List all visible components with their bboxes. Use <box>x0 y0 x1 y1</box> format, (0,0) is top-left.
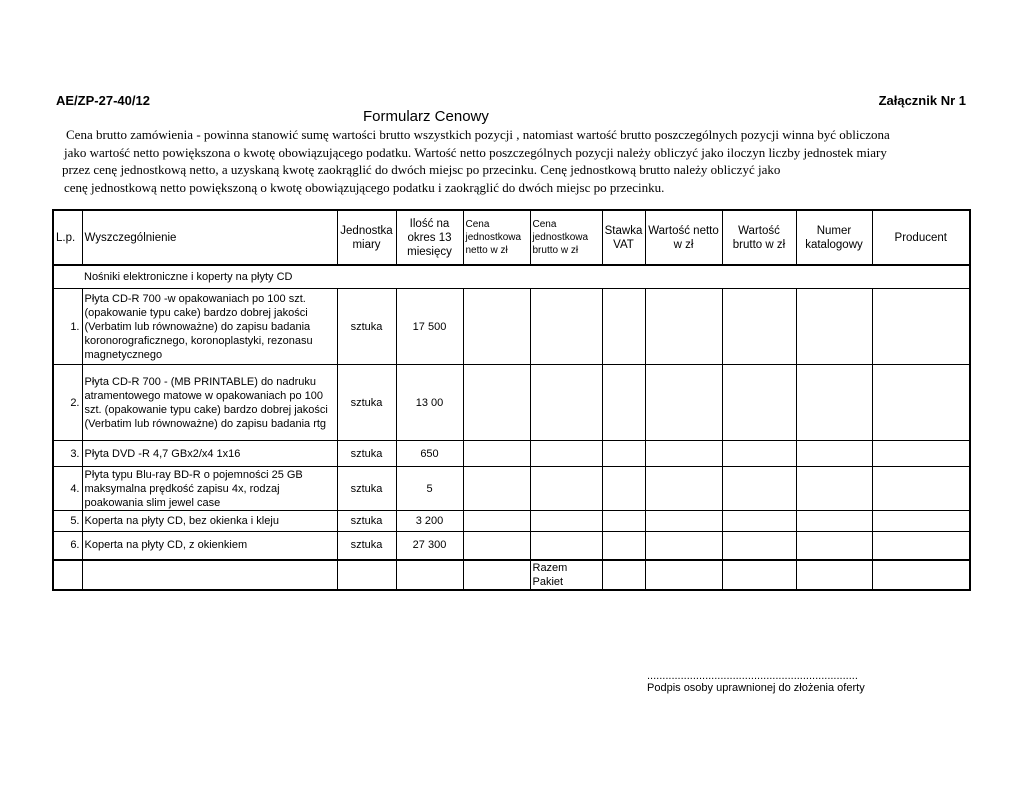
cell-gross-value[interactable] <box>722 365 796 441</box>
signature-line: ..................................................................... <box>647 670 858 682</box>
instructions-line: cenę jednostkową netto powiększoną o kwotę obowiązującego podatku i zaokrąglić do dwóch miejsc po przecinku. <box>64 179 665 195</box>
cell-unit-net-price[interactable] <box>463 289 530 365</box>
cell-unit-gross-price[interactable] <box>530 365 602 441</box>
cell-unit-gross-price[interactable] <box>530 289 602 365</box>
cell-net-value[interactable] <box>645 532 722 560</box>
cell-gross-value[interactable] <box>722 532 796 560</box>
signature-block <box>647 670 865 694</box>
total-vat-cell <box>602 560 645 590</box>
total-row <box>53 560 970 590</box>
table-row <box>53 467 970 511</box>
header-gross-value: Wartość brutto w zł <box>722 210 796 265</box>
cell-lp: 1. <box>53 289 82 365</box>
cell-net-value[interactable] <box>645 441 722 467</box>
price-table <box>52 209 971 591</box>
cell-net-value[interactable] <box>645 511 722 532</box>
cell-unit: sztuka <box>337 467 396 511</box>
cell-gross-value[interactable] <box>722 467 796 511</box>
total-empty-cell <box>396 560 463 590</box>
section-row <box>53 265 970 289</box>
cell-name: Koperta na płyty CD, bez okienka i kleju <box>82 511 337 532</box>
cell-vat[interactable] <box>602 289 645 365</box>
cell-quantity: 650 <box>396 441 463 467</box>
cell-unit: sztuka <box>337 365 396 441</box>
cell-unit-gross-price[interactable] <box>530 532 602 560</box>
header-unit-net-price: Cena jednostkowa netto w zł <box>463 210 530 265</box>
cell-producer[interactable] <box>872 365 970 441</box>
total-empty-cell <box>796 560 872 590</box>
cell-catalog-number[interactable] <box>796 511 872 532</box>
cell-producer[interactable] <box>872 441 970 467</box>
section-title: Nośniki elektroniczne i koperty na płyty CD <box>53 265 970 289</box>
table-row <box>53 365 970 441</box>
cell-unit: sztuka <box>337 289 396 365</box>
total-empty-cell <box>53 560 82 590</box>
cell-quantity: 13 00 <box>396 365 463 441</box>
header-producer: Producent <box>872 210 970 265</box>
cell-name: Płyta typu Blu-ray BD-R o pojemności 25 GB maksymalna prędkość zapisu 4x, rodzaj poakowania slim jewel case <box>82 467 337 511</box>
page-title: Formularz Cenowy <box>363 108 489 125</box>
cell-catalog-number[interactable] <box>796 365 872 441</box>
total-gross-value[interactable] <box>722 560 796 590</box>
instructions-line: Cena brutto zamówienia - powinna stanowić sumę wartości brutto wszystkich pozycji , natomiast wartość brutto poszczególnych pozycji winna być obliczona <box>66 127 890 142</box>
header-unit-gross-price: Cena jednostkowa brutto w zł <box>530 210 602 265</box>
cell-catalog-number[interactable] <box>796 467 872 511</box>
cell-lp: 3. <box>53 441 82 467</box>
total-empty-cell <box>82 560 337 590</box>
cell-unit-gross-price[interactable] <box>530 441 602 467</box>
cell-name: Płyta CD-R 700 - (MB PRINTABLE) do nadruku atramentowego matowe w opakowaniach po 100 szt. (opakowanie typu cake) bardzo dobrej jakości (Verbatim lub równoważne) do zapisu badania rtg <box>82 365 337 441</box>
cell-quantity: 3 200 <box>396 511 463 532</box>
header-name: Wyszczególnienie <box>82 210 337 265</box>
table-header-row <box>53 210 970 265</box>
cell-unit-gross-price[interactable] <box>530 467 602 511</box>
cell-name: Koperta na płyty CD, z okienkiem <box>82 532 337 560</box>
cell-name: Płyta DVD -R 4,7 GBx2/x4 1x16 <box>82 441 337 467</box>
instructions-text <box>58 126 958 196</box>
cell-quantity: 27 300 <box>396 532 463 560</box>
cell-unit-net-price[interactable] <box>463 532 530 560</box>
cell-lp: 2. <box>53 365 82 441</box>
table-row <box>53 289 970 365</box>
cell-net-value[interactable] <box>645 365 722 441</box>
total-label: Razem Pakiet <box>530 560 602 590</box>
cell-catalog-number[interactable] <box>796 532 872 560</box>
cell-unit: sztuka <box>337 532 396 560</box>
cell-unit-net-price[interactable] <box>463 511 530 532</box>
cell-lp: 6. <box>53 532 82 560</box>
cell-unit-net-price[interactable] <box>463 365 530 441</box>
cell-producer[interactable] <box>872 467 970 511</box>
cell-name: Płyta CD-R 700 -w opakowaniach po 100 szt. (opakowanie typu cake) bardzo dobrej jakości (Verbatim lub równoważne) do zapisu badania koronorograficznego, koronoplastyki, rezonasu magnetycznego <box>82 289 337 365</box>
cell-producer[interactable] <box>872 289 970 365</box>
cell-producer[interactable] <box>872 511 970 532</box>
total-net-value[interactable] <box>645 560 722 590</box>
cell-vat[interactable] <box>602 467 645 511</box>
cell-vat[interactable] <box>602 441 645 467</box>
cell-vat[interactable] <box>602 511 645 532</box>
total-empty-cell <box>463 560 530 590</box>
attachment-label: Załącznik Nr 1 <box>878 93 966 108</box>
header-vat: Stawka VAT <box>602 210 645 265</box>
cell-unit: sztuka <box>337 511 396 532</box>
instructions-line: jako wartość netto powiększona o kwotę obowiązującego podatku. Wartość netto poszczególnych pozycji należy obliczyć jako iloczyn liczby jednostek miary <box>64 144 887 160</box>
cell-vat[interactable] <box>602 532 645 560</box>
cell-gross-value[interactable] <box>722 441 796 467</box>
signature-caption: Podpis osoby uprawnionej do złożenia oferty <box>647 682 865 694</box>
cell-catalog-number[interactable] <box>796 289 872 365</box>
cell-unit-gross-price[interactable] <box>530 511 602 532</box>
document-reference: AE/ZP-27-40/12 <box>56 93 150 108</box>
instructions-line: przez cenę jednostkową netto, a uzyskaną kwotę zaokrąglić do dwóch miejsc po przecinku. Cenę jednostkową brutto należy obliczyć jako <box>62 162 781 177</box>
total-empty-cell <box>337 560 396 590</box>
cell-lp: 4. <box>53 467 82 511</box>
cell-gross-value[interactable] <box>722 511 796 532</box>
cell-lp: 5. <box>53 511 82 532</box>
cell-quantity: 17 500 <box>396 289 463 365</box>
cell-unit: sztuka <box>337 441 396 467</box>
cell-unit-net-price[interactable] <box>463 441 530 467</box>
cell-catalog-number[interactable] <box>796 441 872 467</box>
header-catalog-number: Numer katalogowy <box>796 210 872 265</box>
cell-net-value[interactable] <box>645 289 722 365</box>
cell-producer[interactable] <box>872 532 970 560</box>
cell-gross-value[interactable] <box>722 289 796 365</box>
header-quantity: Ilość na okres 13 miesięcy <box>396 210 463 265</box>
table-row <box>53 532 970 560</box>
header-net-value: Wartość netto w zł <box>645 210 722 265</box>
header-unit: Jednostka miary <box>337 210 396 265</box>
total-empty-cell <box>872 560 970 590</box>
cell-quantity: 5 <box>396 467 463 511</box>
table-row <box>53 511 970 532</box>
cell-unit-net-price[interactable] <box>463 467 530 511</box>
header-lp: L.p. <box>53 210 82 265</box>
table-row <box>53 441 970 467</box>
cell-vat[interactable] <box>602 365 645 441</box>
cell-net-value[interactable] <box>645 467 722 511</box>
